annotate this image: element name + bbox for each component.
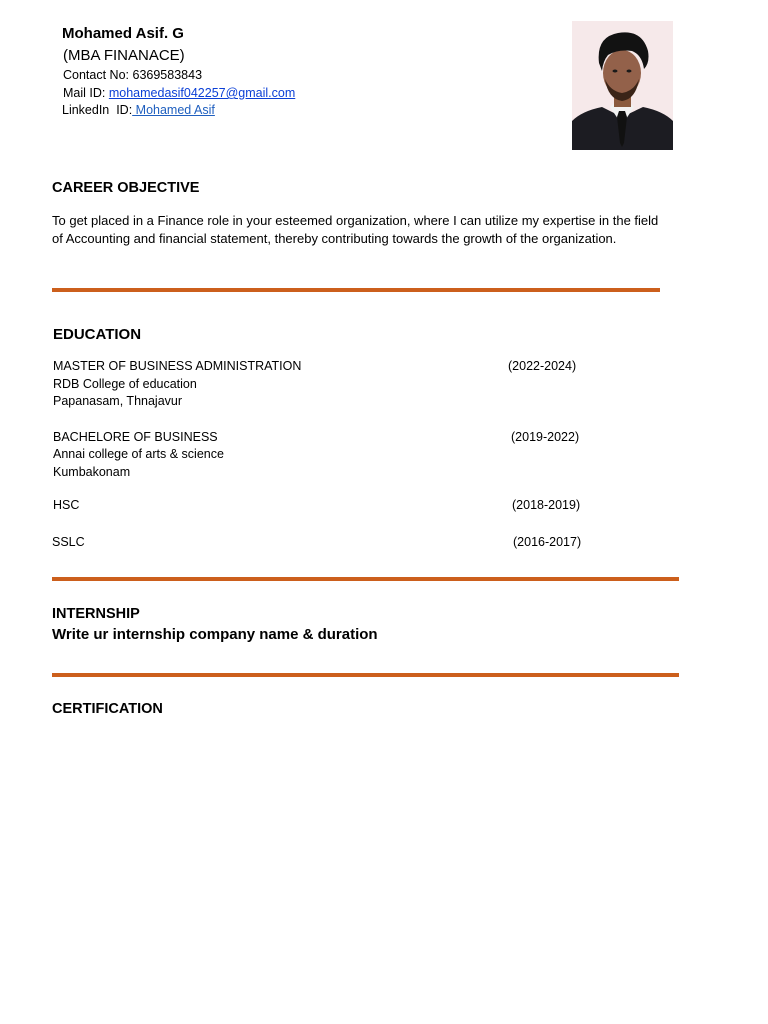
contact-label: Contact No: bbox=[63, 68, 130, 82]
education-degree: HSC bbox=[53, 498, 80, 512]
education-heading: EDUCATION bbox=[53, 326, 142, 343]
contact-number: 6369583843 bbox=[132, 68, 203, 82]
contact-line bbox=[63, 68, 202, 82]
linkedin-line bbox=[62, 103, 215, 117]
section-divider bbox=[52, 288, 660, 292]
profile-photo bbox=[572, 21, 673, 150]
certification-heading: CERTIFICATION bbox=[52, 701, 163, 717]
education-degree: MASTER OF BUSINESS ADMINISTRATION bbox=[53, 359, 302, 373]
career-objective-text: To get placed in a Finance role in your esteemed organization, where I can utilize my expertise in the field of Accounting and financial statement, thereby contributing towards the growth of the organization. bbox=[52, 213, 659, 246]
candidate-name: Mohamed Asif. G bbox=[62, 25, 184, 42]
mail-label: Mail ID: bbox=[63, 86, 106, 100]
internship-heading: INTERNSHIP bbox=[52, 606, 140, 622]
education-years: (2022-2024) bbox=[508, 359, 577, 373]
mail-line bbox=[63, 86, 295, 100]
education-location: Papanasam, Thnajavur bbox=[53, 394, 183, 408]
education-degree: SSLC bbox=[52, 535, 85, 549]
candidate-degree: (MBA FINANACE) bbox=[63, 47, 185, 64]
education-degree: BACHELORE OF BUSINESS bbox=[53, 430, 218, 444]
education-institution: Annai college of arts & science bbox=[53, 447, 224, 461]
education-years: (2016-2017) bbox=[513, 535, 582, 549]
internship-text: Write ur internship company name & duration bbox=[52, 626, 378, 643]
education-years: (2018-2019) bbox=[512, 498, 581, 512]
education-institution: RDB College of education bbox=[53, 377, 197, 391]
career-objective-heading: CAREER OBJECTIVE bbox=[52, 180, 200, 196]
linkedin-label: LinkedIn ID: bbox=[62, 103, 133, 117]
education-location: Kumbakonam bbox=[53, 465, 131, 479]
section-divider bbox=[52, 673, 679, 677]
email-link[interactable]: mohamedasif042257@gmail.com bbox=[108, 86, 296, 100]
education-years: (2019-2022) bbox=[511, 430, 580, 444]
section-divider bbox=[52, 577, 679, 581]
linkedin-link[interactable]: Mohamed Asif bbox=[132, 103, 215, 117]
